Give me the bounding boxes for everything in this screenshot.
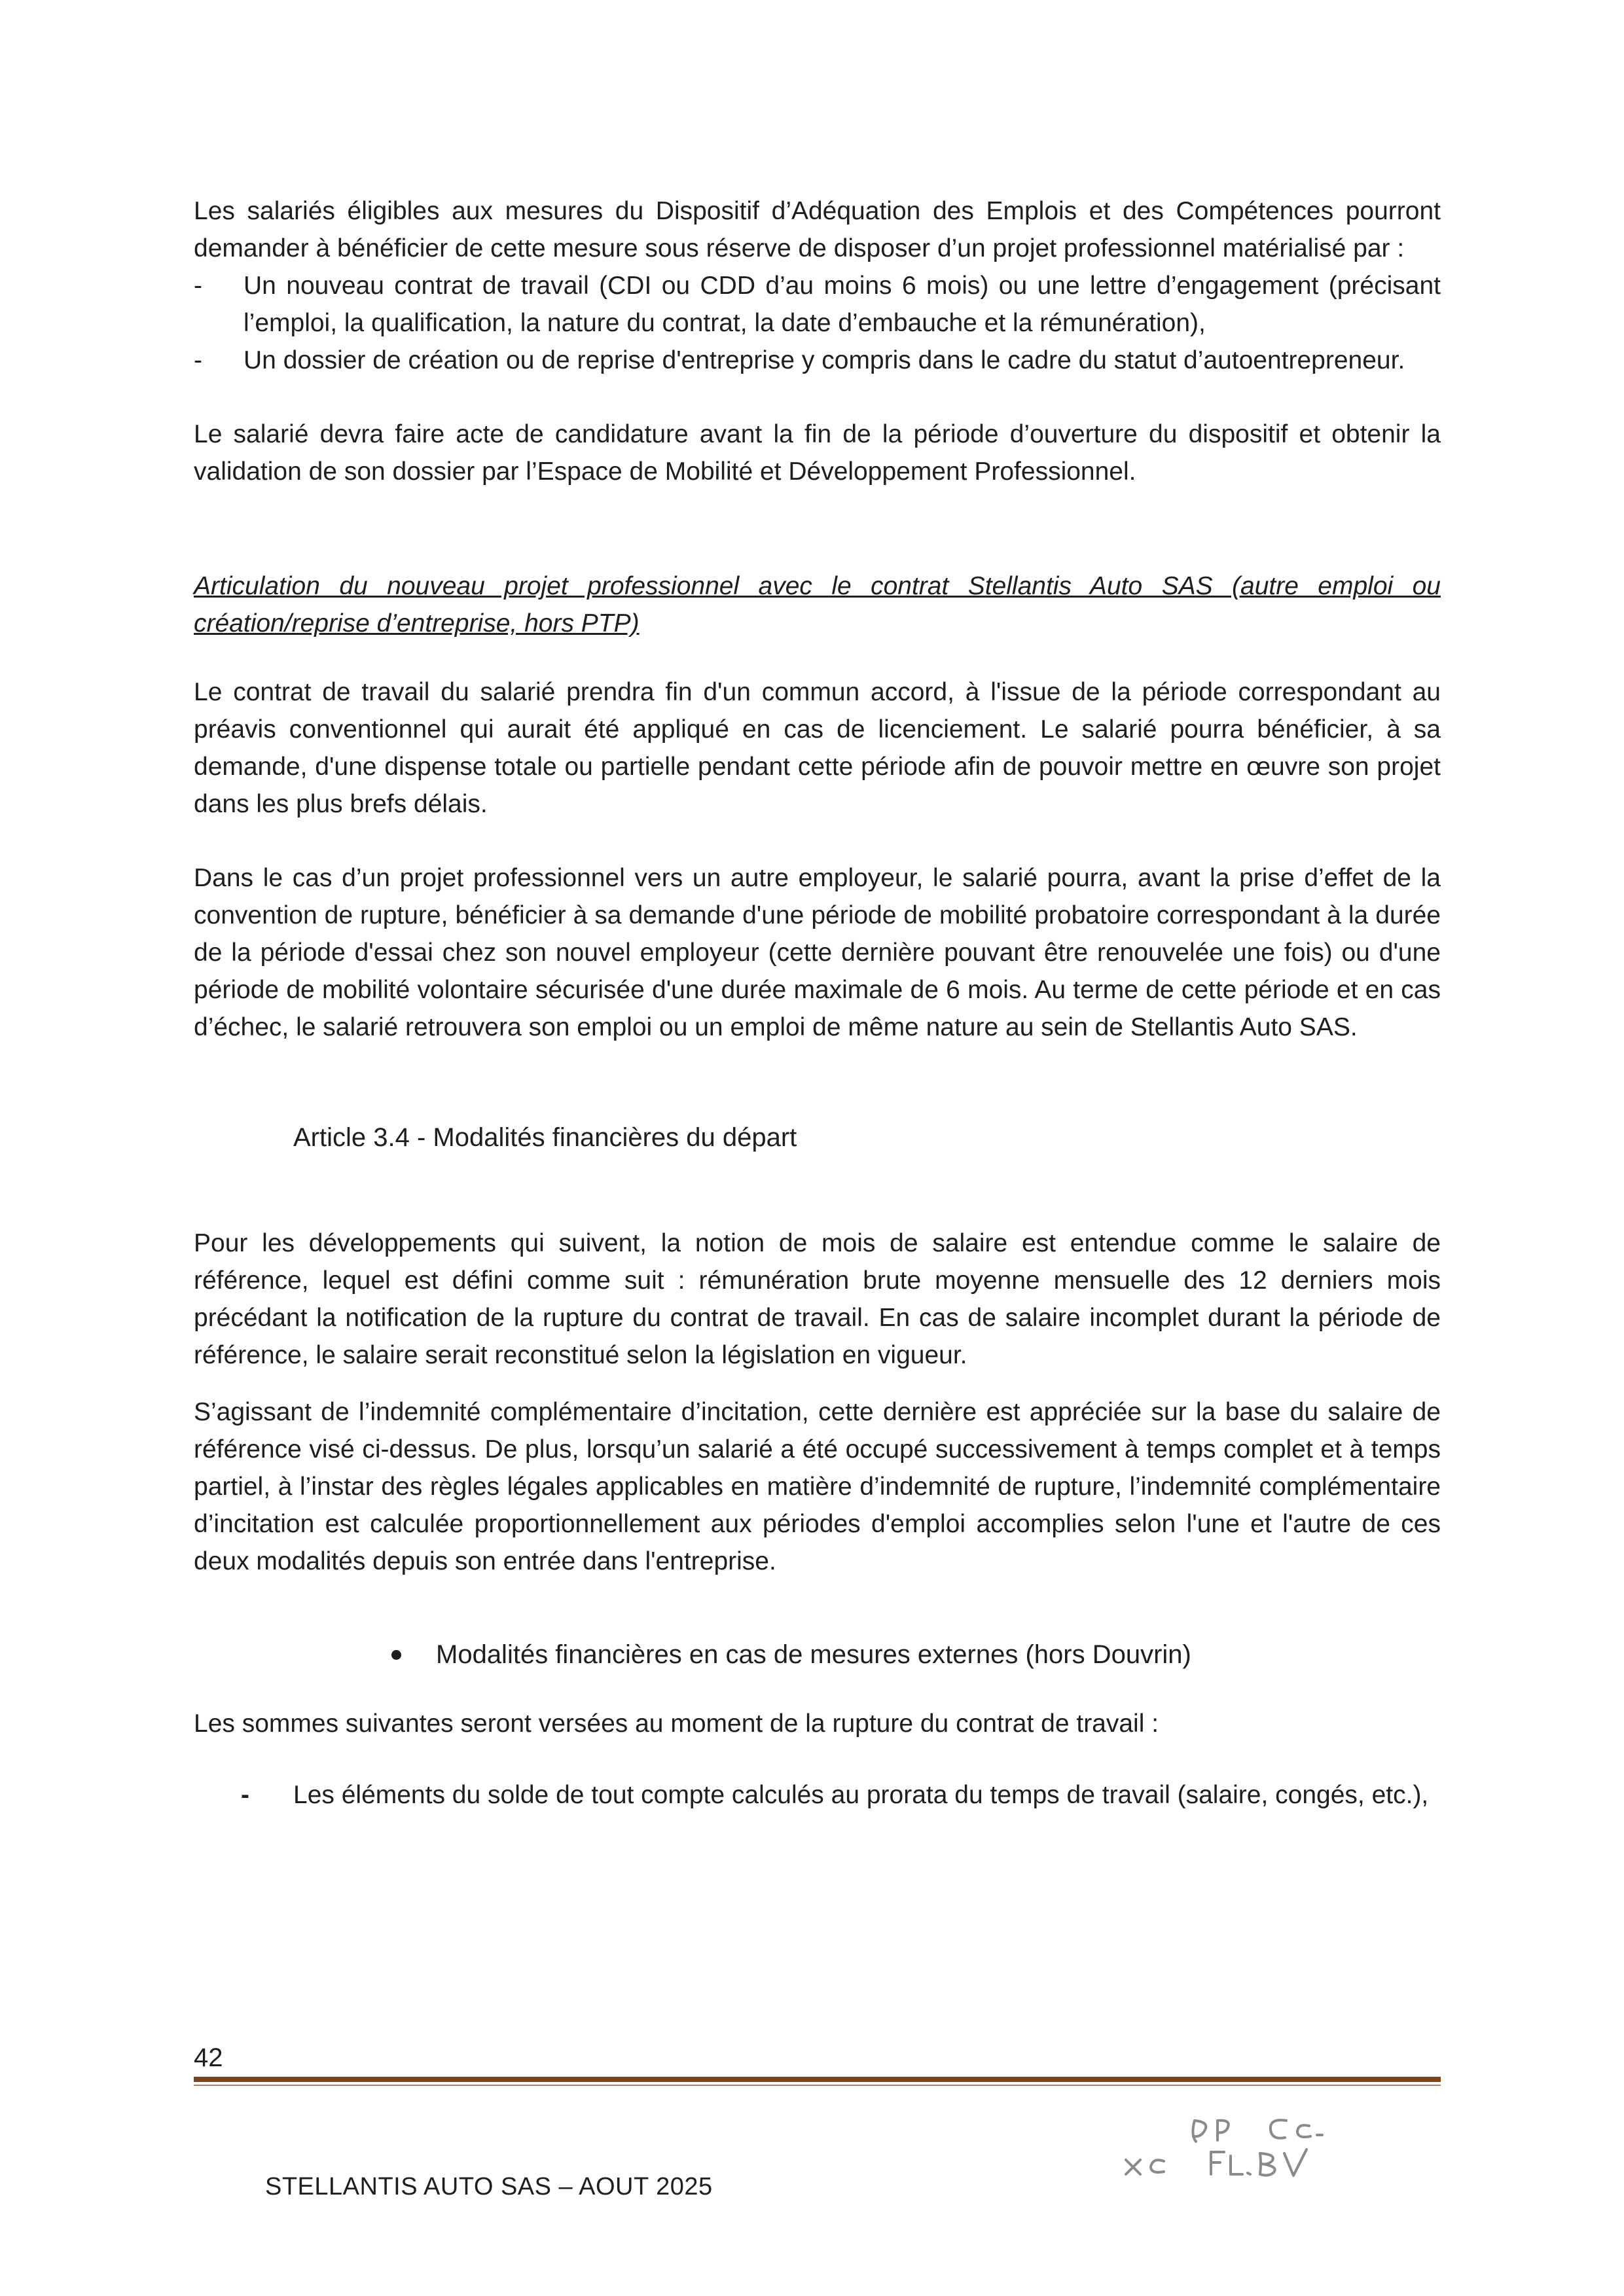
list-item-text: Un nouveau contrat de travail (CDI ou CDD d’au moins 6 mois) ou une lettre d’engagement (précisant l’emploi, la qualification, la nature du contrat, la date d’embauche et la rémunération), — [244, 272, 1441, 337]
project-requirements-list — [194, 267, 1441, 379]
list-item — [241, 1776, 1441, 1814]
footer-rule — [194, 2077, 1441, 2082]
handwritten-initials — [1113, 2101, 1375, 2193]
list-item — [194, 267, 1441, 342]
bullet-icon — [391, 1650, 401, 1660]
sums-intro-paragraph: Les sommes suivantes seront versées au moment de la rupture du contrat de travail : — [194, 1710, 1159, 1738]
dash-marker: - — [241, 1781, 249, 1809]
candidature-paragraph: Le salarié devra faire acte de candidature avant la fin de la période d’ouverture du dispositif et obtenir la validation de son dossier par l’Espace de Mobilité et Développement Professionnel. — [194, 420, 1441, 486]
mobility-paragraph: Dans le cas d’un projet professionnel vers un autre employeur, le salarié pourra, avant la prise d’effet de la convention de rupture, bénéficier à sa demande d'une période de mobilité probatoire correspondant à la durée de la période d'essai chez son nouvel employeur (cette dernière pouvant être renouvelée une fois) ou d'une période de mobilité volontaire sécurisée d'une durée maximale de 6 mois. Au terme de cette période et en cas d’échec, le salarié retrouvera son emploi ou un emploi de même nature au sein de Stellantis Auto SAS. — [194, 864, 1441, 1041]
page-number: 42 — [194, 2043, 223, 2072]
footer-rule-thin — [194, 2085, 1441, 2086]
contract-end-paragraph: Le contrat de travail du salarié prendra fin d'un commun accord, à l'issue de la période correspondant au préavis conventionnel qui aurait été appliqué en cas de licenciement. Le salarié pourra bénéficier, à sa demande, d'une dispense totale ou partielle pendant cette période afin de pouvoir mettre en œuvre son projet dans les plus brefs délais. — [194, 678, 1441, 818]
dash-marker: - — [194, 346, 202, 374]
eligibility-paragraph: Les salariés éligibles aux mesures du Dispositif d’Adéquation des Emplois et des Compétences pourront demander à bénéficier de cette mesure sous réserve de disposer d’un projet professionnel matérialisé par : — [194, 197, 1441, 262]
page-body — [194, 192, 1441, 1814]
sums-list — [194, 1776, 1441, 1814]
list-item — [194, 342, 1441, 379]
incentive-indemnity-paragraph: S’agissant de l’indemnité complémentaire d’incitation, cette dernière est appréciée sur la base du salaire de référence visé ci-dessus. De plus, lorsqu’un salarié a été occupé successivement à temps complet et à temps partiel, à l’instar des règles légales applicables en matière d’indemnité de rupture, l’indemnité complémentaire d’incitation est calculée proportionnellement aux périodes d'emploi accomplies selon l'une et l'autre de ces deux modalités depuis son entrée dans l'entreprise. — [194, 1398, 1441, 1575]
list-item-text: Les éléments du solde de tout compte calculés au prorata du temps de travail (salaire, congés, etc.), — [293, 1781, 1429, 1809]
reference-salary-paragraph: Pour les développements qui suivent, la notion de mois de salaire est entendue comme le salaire de référence, lequel est défini comme suit : rémunération brute moyenne mensuelle des 12 derniers mois précédant la notification de la rupture du contrat de travail. En cas de salaire incomplet durant la période de référence, le salaire serait reconstitué selon la législation en vigueur. — [194, 1229, 1441, 1369]
external-measures-heading — [194, 1636, 1441, 1674]
dash-marker: - — [194, 272, 202, 300]
external-measures-heading-text: Modalités financières en cas de mesures externes (hors Douvrin) — [436, 1640, 1191, 1669]
articulation-heading: Articulation du nouveau projet professionnel avec le contrat Stellantis Auto SAS (autre emploi ou création/reprise d’entreprise, hors PTP) — [194, 572, 1441, 637]
list-item-text: Un dossier de création ou de reprise d'entreprise y compris dans le cadre du statut d’autoentrepreneur. — [244, 346, 1405, 374]
article-3-4-title: Article 3.4 - Modalités financières du départ — [293, 1123, 797, 1152]
footer-company-line: STELLANTIS AUTO SAS – AOUT 2025 — [265, 2173, 713, 2200]
